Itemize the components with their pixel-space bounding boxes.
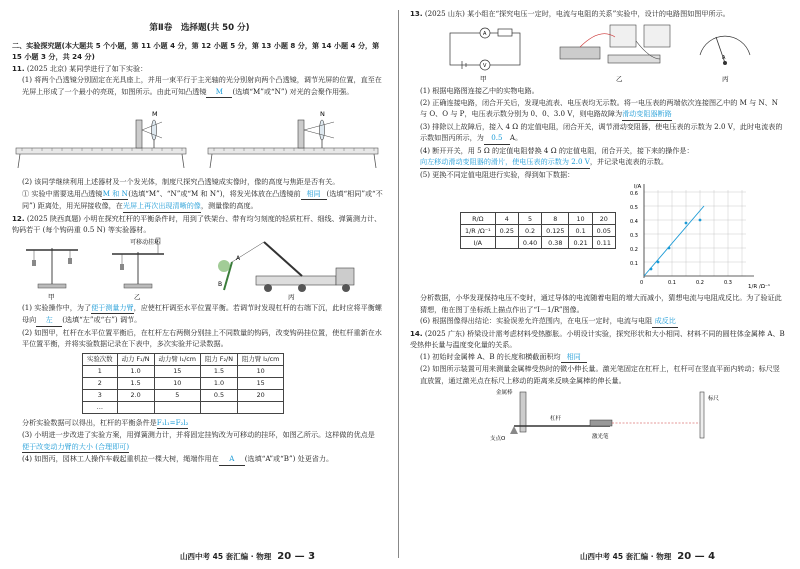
- table-row: [83, 389, 284, 401]
- label-scale: 标尺: [708, 396, 720, 403]
- fit-line: [644, 206, 704, 276]
- q13-circuit-figure: [410, 19, 785, 85]
- q12-sub1: [12, 302, 387, 327]
- dial-a: A: [722, 55, 726, 62]
- graph-x-label: 1/R /Ω⁻¹: [748, 284, 771, 291]
- table-cell: 0.125: [542, 225, 569, 237]
- table-cell: 15: [154, 365, 200, 377]
- q13-sub2: [410, 97, 785, 121]
- q11-sub2: (2) 该同学继续利用上述器材及一个发光体，制度尺探究凸透镜成实像时，像的高度与焦距是否有关。: [22, 177, 340, 187]
- q13-s4-answer: 向左移动滑动变阻器的滑片，使电压表的示数为 2.0 V: [420, 156, 590, 168]
- circuit-diagram: [410, 19, 790, 85]
- table-cell: [200, 401, 237, 413]
- q12-sub2: (2) 如图甲，杠杆在水平位置平衡后，在杠杆左右两侧分别挂上不同数量的钩码，改变钩码挂位置，使杠杆重新在水平位置平衡，并将实验数据记录在下表中，多次实验并记录数据。: [22, 327, 382, 349]
- table-cell: [237, 401, 283, 413]
- q13-s7a: (6) 根据图像得出结论：实验误差允许范围内，在电压一定时，电流与电阻: [420, 316, 653, 326]
- ammeter-symbol: A: [483, 31, 487, 38]
- table-cell: 1.5: [200, 365, 237, 377]
- part2-header: 二、实验探究题(本大题共 5 个小题，第 11 小题 4 分，第 12 小题 5 分，第 13 小题 8 分，第 14 小题 4 分，第 15 小题 3 分，共 24 分): [12, 40, 380, 62]
- q12-s2-answer: F₁l₁=F₂l₂: [157, 417, 189, 429]
- q14-stem-text: (2025 广东) 桥梁设计需考虑材料受热膨胀。小明设计实验，探究形状和大小相同、材料不同的圆柱体金属棒 A、B 受热伸长量与温度变化量的关系。: [410, 328, 785, 350]
- data-points: [650, 219, 702, 271]
- lens-label-m: M: [152, 110, 158, 119]
- table-cell: I/A: [461, 237, 496, 249]
- table-row: [461, 237, 616, 249]
- q14-number: 14.: [410, 328, 423, 338]
- table-cell: 2: [83, 377, 118, 389]
- q11-sub2-cont: [12, 188, 387, 213]
- y-tick: 0.2: [630, 247, 638, 254]
- right-page: [410, 8, 785, 444]
- graph-grid: [644, 190, 746, 276]
- table-cell: 0.38: [542, 237, 569, 249]
- table-cell: 5: [154, 389, 200, 401]
- q13-analysis: 分析数据，小华发现保持电压不变时，通过导体的电流随着电阻的增大而减小，猜想电流与电阻成反比。为了验证此猜想，他在图丁坐标纸上描点作出了“I－1/R”图像。: [420, 293, 782, 314]
- pivot: [510, 426, 518, 434]
- table-cell: 0.21: [569, 237, 592, 249]
- table-cell: 5: [518, 213, 541, 225]
- q13-sub4: [410, 145, 785, 169]
- lens-label-n: N: [320, 110, 325, 119]
- table-cell: 20: [237, 389, 283, 401]
- page-number: 20 — 3: [277, 551, 316, 562]
- q12-stem: [12, 213, 387, 236]
- q13-data-area: [410, 180, 785, 292]
- lever-data-table: [82, 353, 284, 414]
- q11-stem-text: (2025 北京) 某同学进行了如下实验：: [26, 63, 148, 73]
- table-cell: 2.0: [117, 389, 154, 401]
- q14-sub1: [410, 351, 785, 363]
- q13-s4a: (4) 断开开关，用 5 Ω 的定值电阻替换 4 Ω 的定值电阻，闭合开关，接下来的操作是：: [420, 145, 694, 155]
- q12-lever-figure: [12, 236, 387, 302]
- i-vs-inverse-r-graph: [624, 180, 774, 292]
- table-cell: 10: [154, 377, 200, 389]
- table-row: [83, 401, 284, 413]
- table-row: [461, 225, 616, 237]
- crane-point-a: A: [236, 254, 241, 262]
- q13-s2a: (2) 正确连接电路，闭合开关后，发现电流表、电压表均无示数。将一电压表的两端依次连接图乙中的 M 与 N、N 与 O、O 与 P，电压表示数分别为 0、0、3.0 V，则电路故障为: [420, 97, 778, 119]
- resistance-data-table: [460, 212, 616, 249]
- table-cell: 8: [542, 213, 569, 225]
- q12-sub4: [12, 453, 387, 465]
- fig-label-jia: 甲: [48, 292, 55, 301]
- q11-s2c: (选填“M”、“N”或“M 和 N”)，将发光体放在凸透镜前: [128, 188, 301, 198]
- table-row: [461, 213, 616, 225]
- page-number: 20 — 4: [677, 551, 716, 562]
- q13-s3a: (3) 排除以上故障后，接入 4 Ω 的定值电阻，闭合开关，调节滑动变阻器，使电压表的示数为 2.0 V，此时电流表的示数如图丙所示，为: [420, 121, 783, 143]
- lever-crane-diagram: [12, 236, 387, 302]
- data-point: [650, 268, 653, 271]
- table-cell: 20: [592, 213, 615, 225]
- q11-s2e: ，测量像的高度。: [200, 201, 258, 211]
- q12-s1a: (1) 实验操作中，为了: [22, 302, 92, 312]
- q13-s4b: ，并记录电流表的示数。: [589, 157, 668, 167]
- q11-lens-figure: [12, 98, 387, 176]
- table-row: [83, 365, 284, 377]
- table-cell: 0.25: [495, 225, 518, 237]
- q12-s4-answer: A: [219, 453, 245, 465]
- table-cell: 10: [569, 213, 592, 225]
- q12-number: 12.: [12, 213, 25, 223]
- table-cell: [495, 237, 518, 249]
- q11-sub1: [12, 74, 387, 98]
- table-header: 实验次数: [83, 353, 118, 365]
- thermal-expansion-apparatus: [410, 386, 785, 444]
- table-cell: 0.5: [200, 389, 237, 401]
- q12-s2b: 分析实验数据可以得出，杠杆的平衡条件是: [22, 417, 157, 427]
- page-divider: [398, 10, 399, 558]
- footer-title: 山西中考 45 套汇编 · 物理: [180, 552, 272, 561]
- table-cell: 1.5: [117, 377, 154, 389]
- table-header: 动力臂 l₁/cm: [154, 353, 200, 365]
- fig-label-bing: 丙: [722, 75, 729, 84]
- q11-s2b: ① 实验中需要选用凸透镜: [22, 188, 103, 198]
- table-cell: 1: [83, 365, 118, 377]
- table-cell: 10: [237, 365, 283, 377]
- x-tick: 0: [640, 280, 644, 287]
- left-footer: [180, 549, 315, 565]
- q13-sub5: (5) 更换不同定值电阻进行实验，得到如下数据：: [420, 169, 575, 179]
- vertical-scale: [700, 392, 704, 438]
- table-header: 动力 F₁/N: [117, 353, 154, 365]
- crane-truck: [218, 242, 354, 292]
- q11-s2d: (选填“相同”或“不同”) 距离处，用光屏接收像，在: [22, 188, 383, 211]
- left-page: [12, 22, 387, 466]
- x-tick: 0.1: [668, 280, 676, 287]
- optical-bench-n: [208, 110, 378, 168]
- data-point: [668, 247, 671, 250]
- y-tick: 0.4: [630, 219, 638, 226]
- table-cell: 0.1: [569, 225, 592, 237]
- q12-s1c: (选填“左”或“右”) 调节。: [62, 315, 142, 325]
- q14-s1a: (1) 初始时金属棒 A、B 的长度和横截面积均: [420, 351, 561, 361]
- section-title: 第Ⅱ卷 选择题(共 50 分): [149, 23, 250, 33]
- q13-s3b: A。: [509, 133, 523, 143]
- y-tick: 0.3: [630, 233, 638, 240]
- optical-bench-diagram: [12, 98, 387, 176]
- q11-s2-answer2: 相同: [301, 188, 327, 200]
- data-point: [685, 222, 688, 225]
- q12-s4a: (4) 如图丙，园林工人操作车载起重机拉一棵大树，绳端作用在: [22, 454, 219, 464]
- table-cell: 1.0: [117, 365, 154, 377]
- q11-stem: [12, 63, 387, 74]
- q13-number: 13.: [410, 9, 423, 18]
- table-cell: 3: [83, 389, 118, 401]
- data-point: [699, 219, 702, 222]
- fig-label-jia: 甲: [480, 75, 487, 84]
- lever-stand-b: [112, 238, 164, 288]
- table-cell: 0.40: [518, 237, 541, 249]
- table-header: 阻力 F₂/N: [200, 353, 237, 365]
- x-tick: 0.3: [724, 280, 732, 287]
- movable-ring-label: 可移动挂环: [130, 238, 161, 246]
- q13-sub6: [410, 315, 785, 327]
- fig-label-yi: 乙: [616, 75, 623, 84]
- optical-bench-m: [16, 110, 186, 168]
- table-cell: [117, 401, 154, 413]
- q12-sub3: [12, 429, 387, 453]
- q12-s3a: (3) 小明进一步改进了实验方案，用弹簧测力计，并将固定挂钩改为可移动的挂环，如图乙所示。这样做的优点是: [22, 430, 375, 440]
- graph-y-label: I/A: [634, 184, 642, 191]
- q13-stem: [410, 8, 785, 19]
- y-tick: 0.1: [630, 261, 638, 268]
- x-tick: 0.2: [696, 280, 704, 287]
- q12-s1b: ，应使杠杆调至水平位置平衡。若调节时发现杠杆的右端下沉，此时应将平衡螺母向: [22, 302, 382, 325]
- label-metal-rod: 金属棒: [496, 390, 513, 397]
- q11-s2-answer3: 光屏上再次出现清晰的像: [123, 200, 201, 212]
- q12-s3-answer: 便于改变动力臂的大小 (合理即可): [22, 441, 129, 453]
- table-header: 阻力臂 l₂/cm: [237, 353, 283, 365]
- label-laser-pen: 激光笔: [592, 434, 609, 441]
- physical-circuit: [560, 25, 670, 63]
- table-cell: 1/R /Ω⁻¹: [461, 225, 496, 237]
- q12-stem-text: (2025 陕西真题) 小明在探究杠杆的平衡条件时，用到了铁架台、带有均匀刻度的轻质杠杆、细线、弹簧测力计、钩码若干 (每个钩码重 0.5 N) 等实验器材。: [12, 213, 382, 235]
- table-cell: …: [83, 401, 118, 413]
- q11-s1-answer: M: [206, 86, 232, 98]
- q11-s2-answer1: M 和 N: [102, 188, 128, 200]
- table-row: [83, 377, 284, 389]
- table-cell: 0.11: [592, 237, 615, 249]
- lever-stand-a: [26, 248, 78, 288]
- q13-sub1: (1) 根据电路图连接乙中的实物电路。: [420, 86, 539, 96]
- laser-pen: [590, 420, 612, 426]
- q13-s6-answer: 成反比: [652, 315, 678, 327]
- right-footer: [580, 549, 715, 565]
- q13-s3-answer: 0.5: [484, 132, 510, 144]
- table-cell: 4: [495, 213, 518, 225]
- footer-title: 山西中考 45 套汇编 · 物理: [580, 552, 672, 561]
- ammeter-dial: [700, 37, 750, 66]
- q12-sub2-conclusion: [12, 417, 387, 429]
- q11-s1b: (选填“M”或“N”) 对光的会聚作用强。: [232, 86, 354, 96]
- q12-s1-answer2: 左: [36, 314, 62, 326]
- q13-stem-text: (2025 山东) 某小组在“探究电压一定时，电流与电阻的关系”实验中，设计的电路图如图甲所示。: [424, 9, 730, 18]
- fig-label-yi: 乙: [134, 292, 141, 301]
- q14-sub2: (2) 如图所示装置可用来测量金属棒受热时的微小伸长量。激光笔固定在杠杆上，杠杆可在竖直平面内转动；标尺竖直放置，通过激光点在标尺上移动的距离来反映金属棒的伸长量。: [420, 364, 780, 385]
- crane-point-b: B: [218, 280, 223, 288]
- q12-s1-answer1: 便于测量力臂: [91, 302, 134, 314]
- y-tick: 0.6: [630, 191, 638, 198]
- q11-s1a: (1) 将两个凸透镜分别固定在光具座上，并用一束平行于主光轴的光分别射向两个凸透镜，调节光屏的位置，直至在光屏上形成了一个最小的亮斑，如图所示。由此可知凸透镜: [22, 75, 382, 96]
- table-cell: 0.2: [518, 225, 541, 237]
- y-tick: 0.5: [630, 205, 638, 212]
- q13-sub3: [410, 121, 785, 145]
- table-cell: 15: [237, 377, 283, 389]
- data-point: [657, 261, 660, 264]
- table-cell: 1.0: [200, 377, 237, 389]
- q13-s2-answer: 滑动变阻器断路: [622, 108, 672, 120]
- q12-s4b: (选填“A”或“B”) 处更省力。: [244, 454, 334, 464]
- table-header-row: [83, 353, 284, 365]
- q14-s1-answer: 相同: [561, 351, 587, 363]
- q14-stem: [410, 328, 785, 351]
- voltmeter-symbol: V: [483, 63, 487, 70]
- fig-label-bing: 丙: [288, 292, 295, 301]
- table-cell: [154, 401, 200, 413]
- table-cell: 0.05: [592, 225, 615, 237]
- label-pivot: 支点O: [490, 436, 506, 443]
- q11-number: 11.: [12, 63, 25, 73]
- label-lever: 杠杆: [550, 416, 562, 423]
- table-cell: R/Ω: [461, 213, 496, 225]
- q14-laser-figure: [410, 386, 785, 444]
